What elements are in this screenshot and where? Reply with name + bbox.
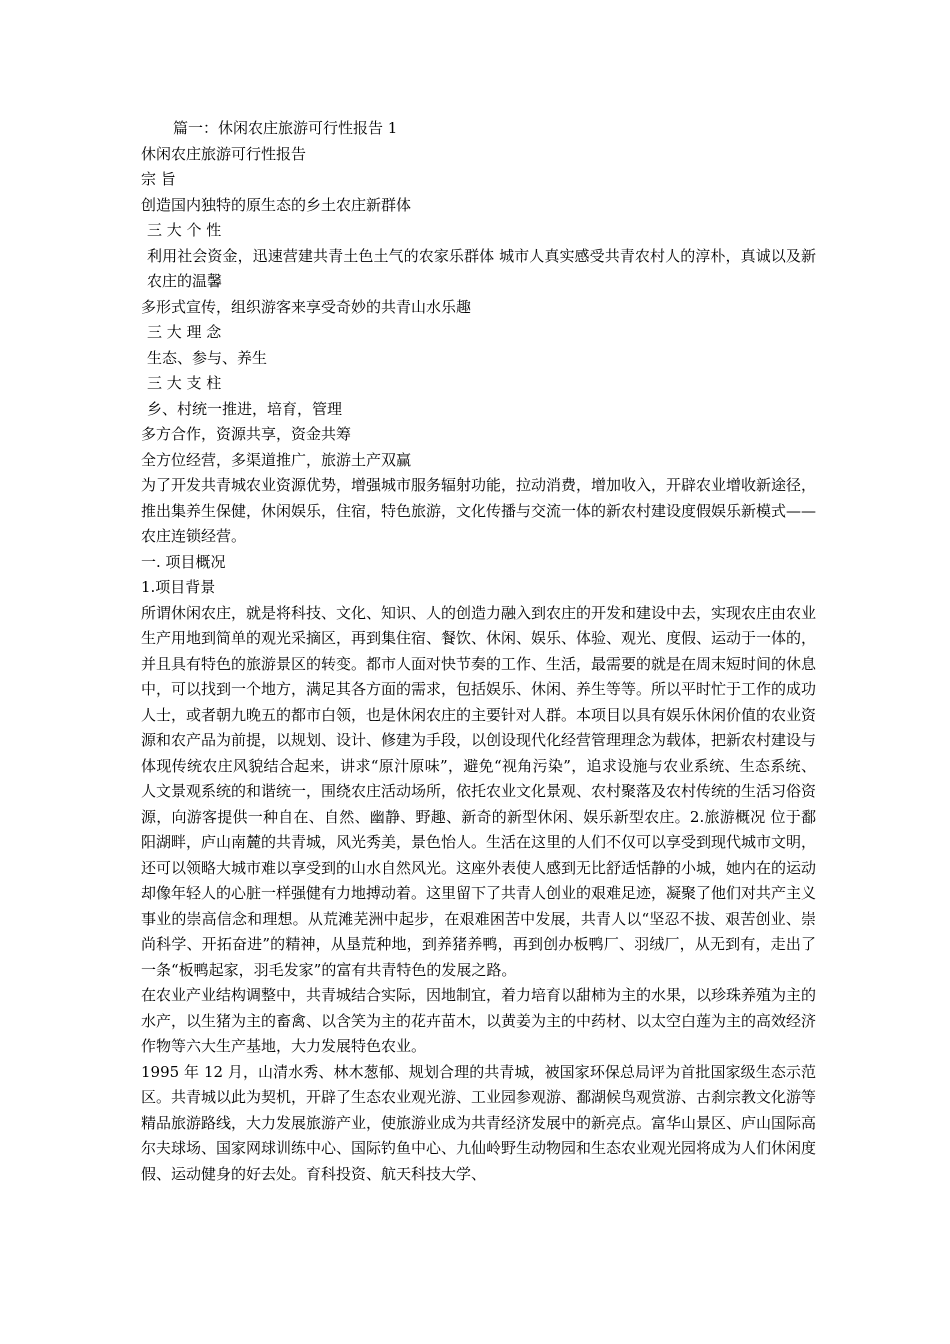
three-characteristics-label: 三 大 个 性	[147, 221, 222, 239]
section-heading-1: 一. 项目概况	[141, 552, 226, 571]
characteristics-item-2: 多形式宣传，组织游客来享受奇妙的共青山水乐趣	[141, 297, 472, 316]
agriculture-paragraph: 在农业产业结构调整中，共青城结合实际，因地制宜，着力培育以甜柿为主的水果，以珍珠养殖为主的水产，以生猪为主的畜禽、以含笑为主的花卉苗木，以黄姜为主的中药材、以太空白莲为主的高效经济作物等六大生产基地，大力发展特色农业。	[141, 986, 817, 1055]
pillar-item-2: 多方合作，资源共享，资金共筹	[141, 425, 352, 443]
pillar-item-3: 全方位经营，多渠道推广，旅游土产双赢	[141, 450, 412, 469]
three-pillars-label: 三 大 支 柱	[147, 374, 222, 392]
year-1995-paragraph: 1995 年 12 月，山清水秀、林木葱郁、规划合理的共青城，被国家环保总局评为首批国家级生态示范区。共青城以此为契机，开辟了生态农业观光游、工业园参观游、鄱湖候鸟观赏游、古刹宗教文化游等精品旅游路线，大力发展旅游产业，使旅游业成为共青经济发展中的新亮点。富华山景区、庐山国际高尔夫球场、国家网球训练中心、国际钓鱼中心、九仙岭野生动物园和生态农业观光园将成为人们休闲度假、运动健身的好去处。育科投资、航天科技大学、	[141, 1062, 817, 1183]
three-concepts-label: 三 大 理 念	[147, 323, 222, 341]
background-paragraph: 所谓休闲农庄，就是将科技、文化、知识、人的创造力融入到农庄的开发和建设中去，实现农庄由农业生产用地到简单的观光采摘区，再到集住宿、餐饮、休闲、娱乐、体验、观光、度假、运动于一体的，并且具有特色的旅游景区的转变。都市人面对快节奏的工作、生活，最需要的就是在周末短时间的休息中，可以找到一个地方，满足其各方面的需求，包括娱乐、休闲、养生等等。所以平时忙于工作的成功人士，或者朝九晚五的都市白领，也是休闲农庄的主要针对人群。本项目以具有娱乐休闲价值的农业资源和农产品为前提，以规划、设计、修建为手段，以创设现代化经营管理理念为载体，把新农村建设与体现传统农庄风貌结合起来，讲求“原汁原味”，避免“视角污染”，追求设施与农业系统、生态系统、人文景观系统的和谐统一，围绕农庄活动场所，依托农业文化景观、农村聚落及农村传统的生活习俗资源，向游客提供一种自在、自然、幽静、野趣、新奇的新型休闲、娱乐新型农庄。2.旅游概况 位于鄱阳湖畔，庐山南麓的共青城，风光秀美，景色怡人。生活在这里的人们不仅可以享受到现代城市文明，还可以领略大城市难以享受到的山水自然风光。这座外表使人感到无比舒适恬静的小城，她内在的运动却像年轻人的心脏一样强健有力地搏动着。这里留下了共青人创业的艰难足迹，凝聚了他们对共产主义事业的崇高信念和理想。从荒滩芜洲中起步，在艰难困苦中发展，共青人以“坚忍不拔、艰苦创业、崇尚科学、开拓奋进”的精神，从垦荒种地，到养猪养鸭，再到创办板鸭厂、羽绒厂，从无到有，走出了一条“板鸭起家，羽毛发家”的富有共青特色的发展之路。	[141, 603, 817, 979]
purpose-text: 创造国内独特的原生态的乡土农庄新群体	[141, 195, 412, 214]
document-heading: 篇一：休闲农庄旅游可行性报告 1	[173, 119, 398, 137]
subsection-heading-1: 1.项目背景	[141, 578, 216, 596]
document-body	[141, 116, 816, 1187]
purpose-label: 宗 旨	[141, 170, 176, 188]
characteristics-item-1: 利用社会资金，迅速营建共青土色土气的农家乐群体 城市人真实感受共青农村人的淳朴，真诚以及新农庄的温馨	[147, 246, 816, 290]
concepts-text: 生态、参与、养生	[147, 348, 268, 367]
document-title: 休闲农庄旅游可行性报告	[141, 144, 307, 163]
pillar-item-1: 乡、村统一推进，培育，管理	[147, 399, 343, 418]
intro-paragraph: 为了开发共青城农业资源优势，增强城市服务辐射功能，拉动消费，增加收入，开辟农业增收新途径，推出集养生保健，休闲娱乐，住宿，特色旅游，文化传播与交流一体的新农村建设度假娱乐新模式——农庄连锁经营。	[141, 476, 817, 545]
